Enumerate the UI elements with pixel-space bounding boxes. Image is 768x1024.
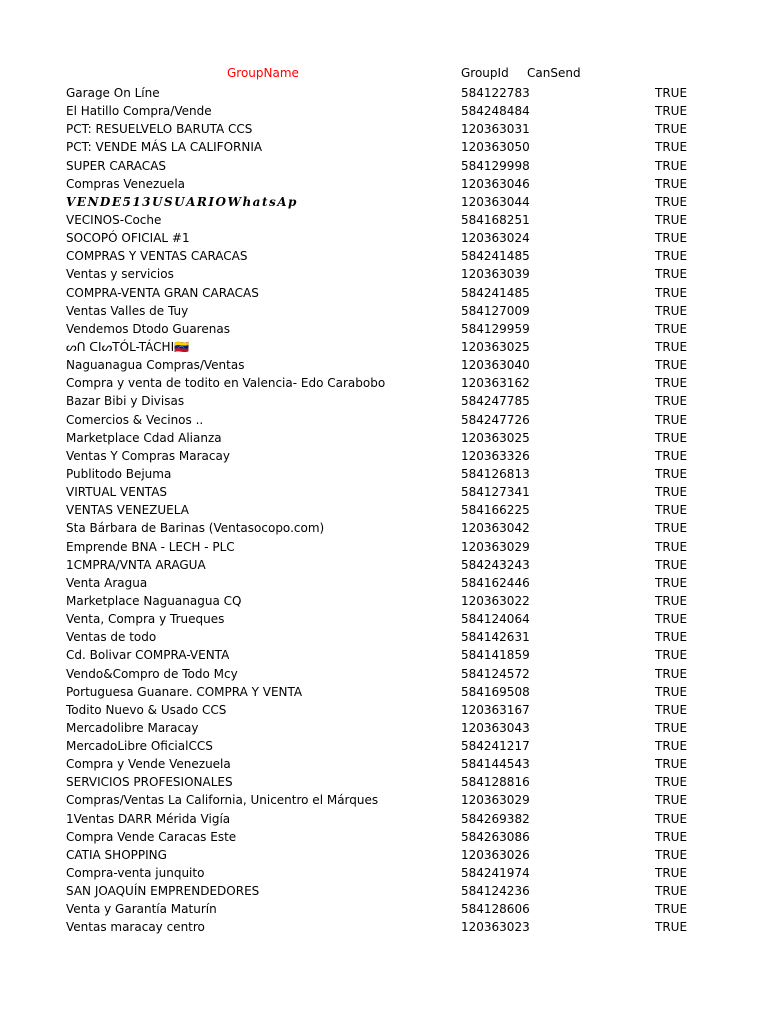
can-send-cell[interactable]: TRUE [655, 394, 688, 409]
can-send-cell[interactable]: TRUE [655, 920, 688, 935]
group-name-cell[interactable]: Emprende BNA - LECH - PLC [66, 539, 235, 554]
group-name-cell[interactable]: Compras Venezuela [66, 176, 186, 191]
table-row [0, 646, 768, 664]
group-id-cell[interactable]: 584263086 [461, 829, 530, 844]
group-name-cell[interactable]: Comercios & Vecinos .. [66, 412, 204, 427]
group-name-cell[interactable]: SERVICIOS PROFESIONALES [66, 775, 233, 790]
can-send-cell[interactable]: TRUE [655, 829, 688, 844]
group-id-cell[interactable]: 584142631 [461, 630, 530, 645]
can-send-cell[interactable]: TRUE [655, 593, 688, 608]
group-name-cell[interactable]: VENTAS VENEZUELA [66, 503, 189, 518]
table-row [0, 284, 768, 302]
group-name-cell[interactable]: Marketplace Naguanagua CQ [66, 593, 242, 608]
group-id-cell[interactable]: 120363050 [461, 140, 530, 155]
group-id-cell[interactable]: 120363029 [461, 793, 530, 808]
table-row [0, 882, 768, 900]
group-name-cell[interactable]: CATIA SHOPPING [66, 847, 167, 862]
table-row [0, 84, 768, 102]
group-name-cell[interactable]: Venta y Garantía Maturín [66, 902, 217, 917]
group-name-cell[interactable]: Vendo&Compro de Todo Mcy [66, 666, 238, 681]
can-send-cell[interactable]: TRUE [655, 194, 688, 209]
table-row [0, 519, 768, 537]
group-id-cell[interactable]: 584166225 [461, 503, 530, 518]
group-name-cell[interactable]: 1CMPRA/VNTA ARAGUA [66, 557, 206, 572]
group-id-cell[interactable]: 120363167 [461, 702, 530, 717]
table-row [0, 211, 768, 229]
group-name-cell[interactable]: Publitodo Bejuma [66, 466, 172, 481]
group-name-cell[interactable]: ᔕᑎ ᑕIᔕTÓL-TÁCHI🇻🇪 [66, 339, 190, 354]
group-id-cell[interactable]: 584124236 [461, 884, 530, 899]
header-group-name[interactable]: GroupName [227, 66, 299, 80]
group-id-cell[interactable]: 120363044 [461, 194, 530, 209]
can-send-cell[interactable]: TRUE [655, 176, 688, 191]
table-row [0, 229, 768, 247]
can-send-cell[interactable]: TRUE [655, 466, 688, 481]
can-send-cell[interactable]: TRUE [655, 557, 688, 572]
table-row [0, 320, 768, 338]
can-send-cell[interactable]: TRUE [655, 140, 688, 155]
table-row [0, 701, 768, 719]
can-send-cell[interactable]: TRUE [655, 847, 688, 862]
table-row [0, 828, 768, 846]
can-send-cell[interactable]: TRUE [655, 231, 688, 246]
table-row [0, 610, 768, 628]
group-id-cell[interactable]: 120363326 [461, 448, 530, 463]
table-row [0, 302, 768, 320]
group-id-cell[interactable]: 584241485 [461, 249, 530, 264]
group-name-cell[interactable]: Ventas Valles de Tuy [66, 303, 189, 318]
group-id-cell[interactable]: 584243243 [461, 557, 530, 572]
can-send-cell[interactable]: TRUE [655, 866, 688, 881]
can-send-cell[interactable]: TRUE [655, 720, 688, 735]
can-send-cell[interactable]: TRUE [655, 448, 688, 463]
can-send-cell[interactable]: TRUE [655, 793, 688, 808]
group-id-cell[interactable]: 584241974 [461, 866, 530, 881]
group-id-cell[interactable]: 120363040 [461, 358, 530, 373]
table-row [0, 755, 768, 773]
table-row [0, 483, 768, 501]
table-row [0, 683, 768, 701]
group-id-cell[interactable]: 120363022 [461, 593, 530, 608]
table-row [0, 175, 768, 193]
group-id-cell[interactable]: 584128606 [461, 902, 530, 917]
group-id-cell[interactable]: 584168251 [461, 212, 530, 227]
can-send-cell[interactable]: TRUE [655, 539, 688, 554]
group-id-cell[interactable]: 584129998 [461, 158, 530, 173]
group-id-cell[interactable]: 584124064 [461, 612, 530, 627]
group-name-cell[interactable]: Cd. Bolivar COMPRA-VENTA [66, 648, 230, 663]
group-name-cell[interactable]: Garage On Líne [66, 86, 160, 100]
group-name-cell[interactable]: El Hatillo Compra/Vende [66, 104, 212, 119]
group-id-cell[interactable]: 120363024 [461, 231, 530, 246]
group-name-cell[interactable]: Compra y Vende Venezuela [66, 757, 231, 772]
group-id-cell[interactable]: 120363031 [461, 122, 530, 137]
group-id-cell[interactable]: 584247726 [461, 412, 530, 427]
group-name-cell[interactable]: Compras/Ventas La California, Unicentro el Márques [66, 793, 379, 808]
group-name-cell[interactable]: Compra y venta de todito en Valencia- Edo Carabobo [66, 376, 386, 391]
can-send-cell[interactable]: TRUE [655, 430, 688, 445]
can-send-cell[interactable]: TRUE [655, 684, 688, 699]
table-row [0, 138, 768, 156]
can-send-cell[interactable]: TRUE [655, 612, 688, 627]
can-send-cell[interactable]: TRUE [655, 521, 688, 536]
group-name-cell[interactable]: Compra-venta junquito [66, 866, 205, 881]
can-send-cell[interactable]: TRUE [655, 630, 688, 645]
table-row [0, 574, 768, 592]
can-send-cell[interactable]: TRUE [655, 503, 688, 518]
group-name-cell[interactable]: Naguanagua Compras/Ventas [66, 358, 245, 373]
table-row [0, 447, 768, 465]
can-send-cell[interactable]: TRUE [655, 104, 688, 119]
group-name-cell[interactable]: Todito Nuevo & Usado CCS [66, 702, 227, 717]
can-send-cell[interactable]: TRUE [655, 739, 688, 754]
header-row [0, 66, 768, 84]
group-id-cell[interactable]: 584247785 [461, 394, 530, 409]
table-row [0, 592, 768, 610]
can-send-cell[interactable]: TRUE [655, 702, 688, 717]
table-row [0, 864, 768, 882]
group-id-cell[interactable]: 120363025 [461, 430, 530, 445]
can-send-cell[interactable]: TRUE [655, 648, 688, 663]
table-row [0, 737, 768, 755]
group-id-cell[interactable]: 584124572 [461, 666, 530, 681]
table-row [0, 918, 768, 936]
group-name-cell[interactable]: 𝑽𝑬𝑵𝑫𝑬513𝑼𝑺𝑼𝑨𝑹𝑰𝑶𝑾𝒉𝒂𝒕𝒔𝑨𝒑 [66, 194, 298, 209]
can-send-cell[interactable]: TRUE [655, 86, 688, 100]
table-row [0, 628, 768, 646]
group-id-cell[interactable]: 584128816 [461, 775, 530, 790]
group-id-cell[interactable]: 584127009 [461, 303, 530, 318]
group-name-cell[interactable]: Venta Aragua [66, 575, 148, 590]
group-id-cell[interactable]: 120363025 [461, 339, 530, 354]
group-name-cell[interactable]: Portuguesa Guanare. COMPRA Y VENTA [66, 684, 303, 699]
group-id-cell[interactable]: 120363026 [461, 847, 530, 862]
table-row [0, 392, 768, 410]
group-name-cell[interactable]: VIRTUAL VENTAS [66, 485, 168, 500]
table-row [0, 465, 768, 483]
can-send-cell[interactable]: TRUE [655, 339, 688, 354]
group-name-cell[interactable]: Ventas Y Compras Maracay [66, 448, 230, 463]
group-id-cell[interactable]: 120363023 [461, 920, 530, 935]
group-name-cell[interactable]: VECINOS-Coche [66, 212, 162, 227]
group-name-cell[interactable]: Ventas maracay centro [66, 920, 205, 935]
group-name-cell[interactable]: Vendemos Dtodo Guarenas [66, 321, 230, 336]
table-row [0, 773, 768, 791]
can-send-cell[interactable]: TRUE [655, 321, 688, 336]
group-name-cell[interactable]: COMPRA-VENTA GRAN CARACAS [66, 285, 259, 300]
group-id-cell[interactable]: 584269382 [461, 811, 530, 826]
table-row [0, 102, 768, 120]
group-name-cell[interactable]: Mercadolibre Maracay [66, 720, 199, 735]
table-row [0, 719, 768, 737]
table-row [0, 247, 768, 265]
group-id-cell[interactable]: 584122783 [461, 86, 530, 100]
can-send-cell[interactable]: TRUE [655, 158, 688, 173]
can-send-cell[interactable]: TRUE [655, 267, 688, 282]
can-send-cell[interactable]: TRUE [655, 902, 688, 917]
can-send-cell[interactable]: TRUE [655, 412, 688, 427]
can-send-cell[interactable]: TRUE [655, 811, 688, 826]
group-id-cell[interactable]: 120363042 [461, 521, 530, 536]
group-id-cell[interactable]: 584241485 [461, 285, 530, 300]
can-send-cell[interactable]: TRUE [655, 249, 688, 264]
group-id-cell[interactable]: 584126813 [461, 466, 530, 481]
group-name-cell[interactable]: SOCOPÓ OFICIAL #1 [66, 231, 190, 246]
table-row [0, 265, 768, 283]
group-name-cell[interactable]: Ventas de todo [66, 630, 157, 645]
group-id-cell[interactable]: 584144543 [461, 757, 530, 772]
table-row [0, 900, 768, 918]
group-id-cell[interactable]: 584169508 [461, 684, 530, 699]
table-row [0, 501, 768, 519]
header-can-send[interactable]: CanSend [527, 66, 581, 80]
group-id-cell[interactable]: 584241217 [461, 739, 530, 754]
can-send-cell[interactable]: TRUE [655, 303, 688, 318]
table-row [0, 374, 768, 392]
table-row [0, 665, 768, 683]
can-send-cell[interactable]: TRUE [655, 358, 688, 373]
group-name-cell[interactable]: Bazar Bibi y Divisas [66, 394, 185, 409]
can-send-cell[interactable]: TRUE [655, 485, 688, 500]
group-name-cell[interactable]: SUPER CARACAS [66, 158, 167, 173]
can-send-cell[interactable]: TRUE [655, 285, 688, 300]
table-row [0, 411, 768, 429]
group-id-cell[interactable]: 120363043 [461, 720, 530, 735]
can-send-cell[interactable]: TRUE [655, 757, 688, 772]
table-row [0, 356, 768, 374]
can-send-cell[interactable]: TRUE [655, 376, 688, 391]
group-name-cell[interactable]: Ventas y servicios [66, 267, 174, 282]
group-name-cell[interactable]: SAN JOAQUÍN EMPRENDEDORES [66, 884, 260, 899]
group-id-cell[interactable]: 584248484 [461, 104, 530, 119]
table-row [0, 846, 768, 864]
table-row [0, 429, 768, 447]
can-send-cell[interactable]: TRUE [655, 884, 688, 899]
group-name-cell[interactable]: PCT: VENDE MÁS LA CALIFORNIA [66, 140, 263, 155]
group-id-cell[interactable]: 584162446 [461, 575, 530, 590]
group-name-cell[interactable]: Venta, Compra y Trueques [66, 612, 225, 627]
can-send-cell[interactable]: TRUE [655, 122, 688, 137]
group-name-cell[interactable]: Sta Bárbara de Barinas (Ventasocopo.com) [66, 521, 325, 536]
can-send-cell[interactable]: TRUE [655, 666, 688, 681]
group-name-cell[interactable]: 1Ventas DARR Mérida Vigía [66, 811, 231, 826]
table-row [0, 157, 768, 175]
group-name-cell[interactable]: MercadoLibre OficialCCS [66, 739, 213, 754]
group-table-body [0, 84, 768, 937]
group-id-cell[interactable]: 120363046 [461, 176, 530, 191]
table-row [0, 120, 768, 138]
group-id-cell[interactable]: 584127341 [461, 485, 530, 500]
table-row [0, 810, 768, 828]
group-id-cell[interactable]: 120363039 [461, 267, 530, 282]
can-send-cell[interactable]: TRUE [655, 775, 688, 790]
group-id-cell[interactable]: 584141859 [461, 648, 530, 663]
table-row [0, 538, 768, 556]
group-id-cell[interactable]: 120363162 [461, 376, 530, 391]
group-name-cell[interactable]: PCT: RESUELVELO BARUTA CCS [66, 122, 253, 137]
group-id-cell[interactable]: 120363029 [461, 539, 530, 554]
group-id-cell[interactable]: 584129959 [461, 321, 530, 336]
group-name-cell[interactable]: COMPRAS Y VENTAS CARACAS [66, 249, 248, 264]
header-group-id[interactable]: GroupId [461, 66, 509, 80]
table-row [0, 791, 768, 809]
table-row [0, 556, 768, 574]
table-row [0, 193, 768, 211]
table-row [0, 338, 768, 356]
group-name-cell[interactable]: Marketplace Cdad Alianza [66, 430, 222, 445]
group-name-cell[interactable]: Compra Vende Caracas Este [66, 829, 237, 844]
can-send-cell[interactable]: TRUE [655, 212, 688, 227]
can-send-cell[interactable]: TRUE [655, 575, 688, 590]
